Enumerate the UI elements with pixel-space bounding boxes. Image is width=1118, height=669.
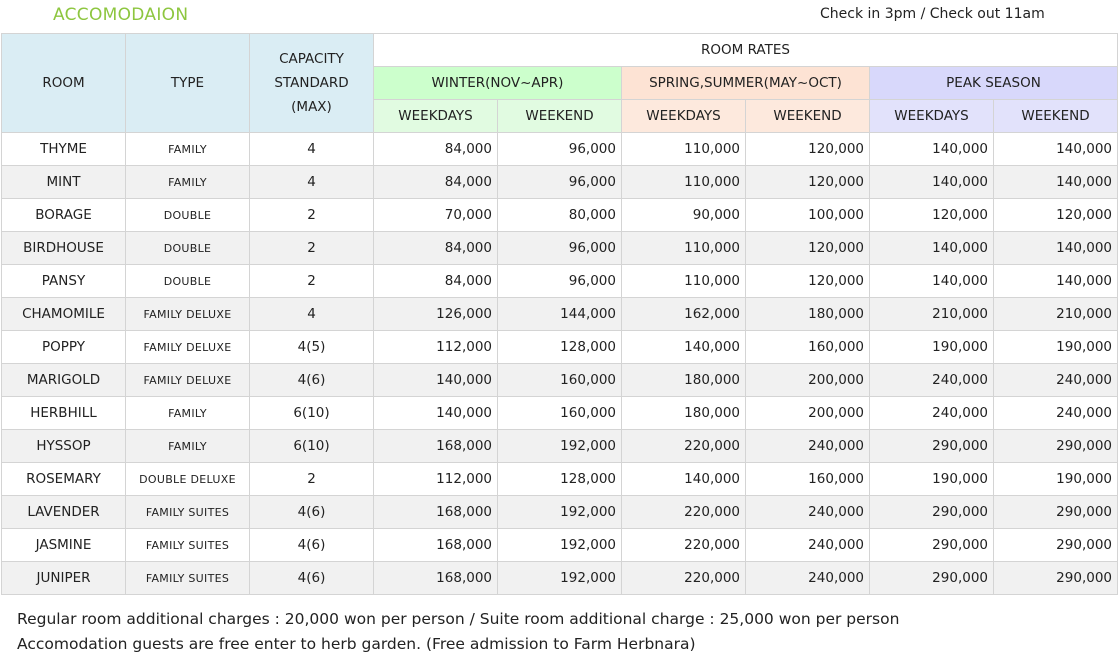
table-row: [2, 265, 1118, 298]
cell-room: HERBHILL: [2, 397, 126, 430]
cell-spring-weekend: 120,000: [746, 232, 870, 265]
cell-capacity: 4(6): [250, 496, 374, 529]
cell-winter-weekdays: 84,000: [374, 232, 498, 265]
cell-peak-weekend: 140,000: [994, 133, 1118, 166]
table-row: [2, 529, 1118, 562]
table-row: [2, 397, 1118, 430]
cell-capacity: 6(10): [250, 430, 374, 463]
note-herb-garden: Accomodation guests are free enter to herb garden. (Free admission to Farm Herbnara): [17, 635, 696, 653]
table-row: [2, 562, 1118, 595]
cell-capacity: 4: [250, 298, 374, 331]
table-row: [2, 331, 1118, 364]
cell-type: DOUBLE DELUXE: [126, 463, 250, 496]
header-peak-weekend: WEEKEND: [994, 100, 1118, 133]
cell-peak-weekend: 140,000: [994, 265, 1118, 298]
cell-peak-weekend: 120,000: [994, 199, 1118, 232]
header-capacity-label: CAPACITY STANDARD (MAX): [274, 51, 349, 115]
cell-winter-weekend: 192,000: [498, 562, 622, 595]
cell-winter-weekend: 192,000: [498, 529, 622, 562]
cell-winter-weekend: 96,000: [498, 166, 622, 199]
cell-capacity: 2: [250, 232, 374, 265]
cell-spring-weekend: 120,000: [746, 133, 870, 166]
cell-peak-weekdays: 140,000: [870, 232, 994, 265]
cell-peak-weekdays: 120,000: [870, 199, 994, 232]
cell-winter-weekdays: 168,000: [374, 430, 498, 463]
cell-peak-weekdays: 140,000: [870, 166, 994, 199]
cell-type: FAMILY SUITES: [126, 562, 250, 595]
cell-winter-weekdays: 168,000: [374, 529, 498, 562]
cell-winter-weekdays: 84,000: [374, 265, 498, 298]
cell-winter-weekend: 96,000: [498, 133, 622, 166]
header-spring-weekdays: WEEKDAYS: [622, 100, 746, 133]
cell-spring-weekdays: 110,000: [622, 133, 746, 166]
header-capacity: [250, 34, 374, 133]
cell-type: FAMILY DELUXE: [126, 364, 250, 397]
cell-spring-weekdays: 110,000: [622, 166, 746, 199]
cell-peak-weekend: 240,000: [994, 397, 1118, 430]
table-body: [2, 133, 1118, 595]
notes: [17, 607, 899, 657]
cell-winter-weekend: 80,000: [498, 199, 622, 232]
cell-spring-weekend: 240,000: [746, 496, 870, 529]
cell-winter-weekdays: 126,000: [374, 298, 498, 331]
cell-type: FAMILY DELUXE: [126, 331, 250, 364]
cell-room: MARIGOLD: [2, 364, 126, 397]
cell-peak-weekdays: 140,000: [870, 133, 994, 166]
cell-type: FAMILY DELUXE: [126, 298, 250, 331]
header-room-rates: ROOM RATES: [374, 34, 1118, 67]
header-peak-weekdays: WEEKDAYS: [870, 100, 994, 133]
cell-peak-weekend: 290,000: [994, 529, 1118, 562]
cell-winter-weekdays: 112,000: [374, 331, 498, 364]
cell-winter-weekdays: 140,000: [374, 397, 498, 430]
cell-type: DOUBLE: [126, 232, 250, 265]
cell-spring-weekdays: 110,000: [622, 265, 746, 298]
cell-type: FAMILY: [126, 166, 250, 199]
cell-spring-weekend: 200,000: [746, 364, 870, 397]
note-additional-charges: Regular room additional charges : 20,000 won per person / Suite room additional charge : 25,000 won per person: [17, 610, 900, 628]
cell-winter-weekdays: 168,000: [374, 496, 498, 529]
cell-spring-weekdays: 220,000: [622, 430, 746, 463]
table-row: [2, 463, 1118, 496]
cell-peak-weekend: 140,000: [994, 232, 1118, 265]
cell-spring-weekdays: 220,000: [622, 562, 746, 595]
cell-winter-weekend: 192,000: [498, 430, 622, 463]
cell-spring-weekend: 180,000: [746, 298, 870, 331]
cell-capacity: 4(6): [250, 364, 374, 397]
header-season-winter: WINTER(NOV~APR): [374, 67, 622, 100]
checkin-checkout-info: Check in 3pm / Check out 11am: [820, 6, 1045, 22]
cell-spring-weekend: 240,000: [746, 430, 870, 463]
cell-room: PANSY: [2, 265, 126, 298]
cell-winter-weekdays: 84,000: [374, 133, 498, 166]
cell-peak-weekend: 240,000: [994, 364, 1118, 397]
cell-spring-weekdays: 180,000: [622, 364, 746, 397]
cell-winter-weekdays: 168,000: [374, 562, 498, 595]
cell-room: POPPY: [2, 331, 126, 364]
cell-room: THYME: [2, 133, 126, 166]
cell-peak-weekend: 290,000: [994, 562, 1118, 595]
header-spring-weekend: WEEKEND: [746, 100, 870, 133]
cell-peak-weekdays: 290,000: [870, 430, 994, 463]
cell-peak-weekdays: 210,000: [870, 298, 994, 331]
cell-spring-weekdays: 162,000: [622, 298, 746, 331]
cell-winter-weekend: 144,000: [498, 298, 622, 331]
cell-winter-weekend: 128,000: [498, 331, 622, 364]
cell-type: FAMILY: [126, 430, 250, 463]
cell-spring-weekdays: 140,000: [622, 463, 746, 496]
cell-capacity: 2: [250, 199, 374, 232]
cell-winter-weekdays: 112,000: [374, 463, 498, 496]
cell-type: FAMILY SUITES: [126, 529, 250, 562]
cell-winter-weekend: 96,000: [498, 232, 622, 265]
cell-spring-weekend: 120,000: [746, 166, 870, 199]
table-row: [2, 133, 1118, 166]
table-row: [2, 166, 1118, 199]
cell-room: HYSSOP: [2, 430, 126, 463]
cell-capacity: 4: [250, 166, 374, 199]
cell-peak-weekdays: 140,000: [870, 265, 994, 298]
cell-room: LAVENDER: [2, 496, 126, 529]
cell-peak-weekend: 140,000: [994, 166, 1118, 199]
cell-spring-weekend: 200,000: [746, 397, 870, 430]
cell-capacity: 4: [250, 133, 374, 166]
cell-winter-weekend: 128,000: [498, 463, 622, 496]
cell-peak-weekdays: 290,000: [870, 562, 994, 595]
cell-room: CHAMOMILE: [2, 298, 126, 331]
cell-peak-weekdays: 290,000: [870, 496, 994, 529]
cell-spring-weekdays: 140,000: [622, 331, 746, 364]
cell-peak-weekdays: 290,000: [870, 529, 994, 562]
table-row: [2, 298, 1118, 331]
cell-spring-weekdays: 220,000: [622, 529, 746, 562]
cell-spring-weekend: 160,000: [746, 331, 870, 364]
cell-room: BIRDHOUSE: [2, 232, 126, 265]
cell-room: ROSEMARY: [2, 463, 126, 496]
cell-room: JASMINE: [2, 529, 126, 562]
header-type: TYPE: [126, 34, 250, 133]
header-season-spring-summer: SPRING,SUMMER(MAY~OCT): [622, 67, 870, 100]
cell-type: FAMILY: [126, 397, 250, 430]
header-season-peak: PEAK SEASON: [870, 67, 1118, 100]
table-header: [2, 34, 1118, 133]
cell-capacity: 2: [250, 463, 374, 496]
cell-type: FAMILY: [126, 133, 250, 166]
cell-peak-weekend: 290,000: [994, 496, 1118, 529]
cell-type: DOUBLE: [126, 265, 250, 298]
cell-capacity: 6(10): [250, 397, 374, 430]
cell-winter-weekdays: 70,000: [374, 199, 498, 232]
table-row: [2, 232, 1118, 265]
cell-spring-weekend: 120,000: [746, 265, 870, 298]
cell-peak-weekend: 210,000: [994, 298, 1118, 331]
cell-capacity: 4(5): [250, 331, 374, 364]
cell-room: MINT: [2, 166, 126, 199]
cell-room: BORAGE: [2, 199, 126, 232]
cell-type: DOUBLE: [126, 199, 250, 232]
cell-winter-weekdays: 84,000: [374, 166, 498, 199]
cell-winter-weekend: 160,000: [498, 364, 622, 397]
header-winter-weekdays: WEEKDAYS: [374, 100, 498, 133]
cell-winter-weekend: 160,000: [498, 397, 622, 430]
cell-peak-weekend: 290,000: [994, 430, 1118, 463]
cell-peak-weekdays: 240,000: [870, 364, 994, 397]
cell-capacity: 4(6): [250, 562, 374, 595]
cell-peak-weekdays: 190,000: [870, 331, 994, 364]
cell-winter-weekdays: 140,000: [374, 364, 498, 397]
cell-capacity: 2: [250, 265, 374, 298]
cell-spring-weekend: 160,000: [746, 463, 870, 496]
table-row: [2, 364, 1118, 397]
cell-spring-weekend: 240,000: [746, 529, 870, 562]
cell-capacity: 4(6): [250, 529, 374, 562]
table-row: [2, 199, 1118, 232]
cell-room: JUNIPER: [2, 562, 126, 595]
cell-type: FAMILY SUITES: [126, 496, 250, 529]
header-room: ROOM: [2, 34, 126, 133]
table-row: [2, 430, 1118, 463]
cell-peak-weekend: 190,000: [994, 331, 1118, 364]
cell-spring-weekdays: 220,000: [622, 496, 746, 529]
page-title: ACCOMODAION: [53, 5, 189, 25]
cell-spring-weekend: 100,000: [746, 199, 870, 232]
room-rates-table: [1, 33, 1118, 595]
table-row: [2, 496, 1118, 529]
cell-spring-weekdays: 180,000: [622, 397, 746, 430]
header-winter-weekend: WEEKEND: [498, 100, 622, 133]
cell-peak-weekend: 190,000: [994, 463, 1118, 496]
cell-winter-weekend: 96,000: [498, 265, 622, 298]
cell-peak-weekdays: 240,000: [870, 397, 994, 430]
cell-spring-weekdays: 110,000: [622, 232, 746, 265]
cell-winter-weekend: 192,000: [498, 496, 622, 529]
cell-spring-weekdays: 90,000: [622, 199, 746, 232]
cell-spring-weekend: 240,000: [746, 562, 870, 595]
cell-peak-weekdays: 190,000: [870, 463, 994, 496]
